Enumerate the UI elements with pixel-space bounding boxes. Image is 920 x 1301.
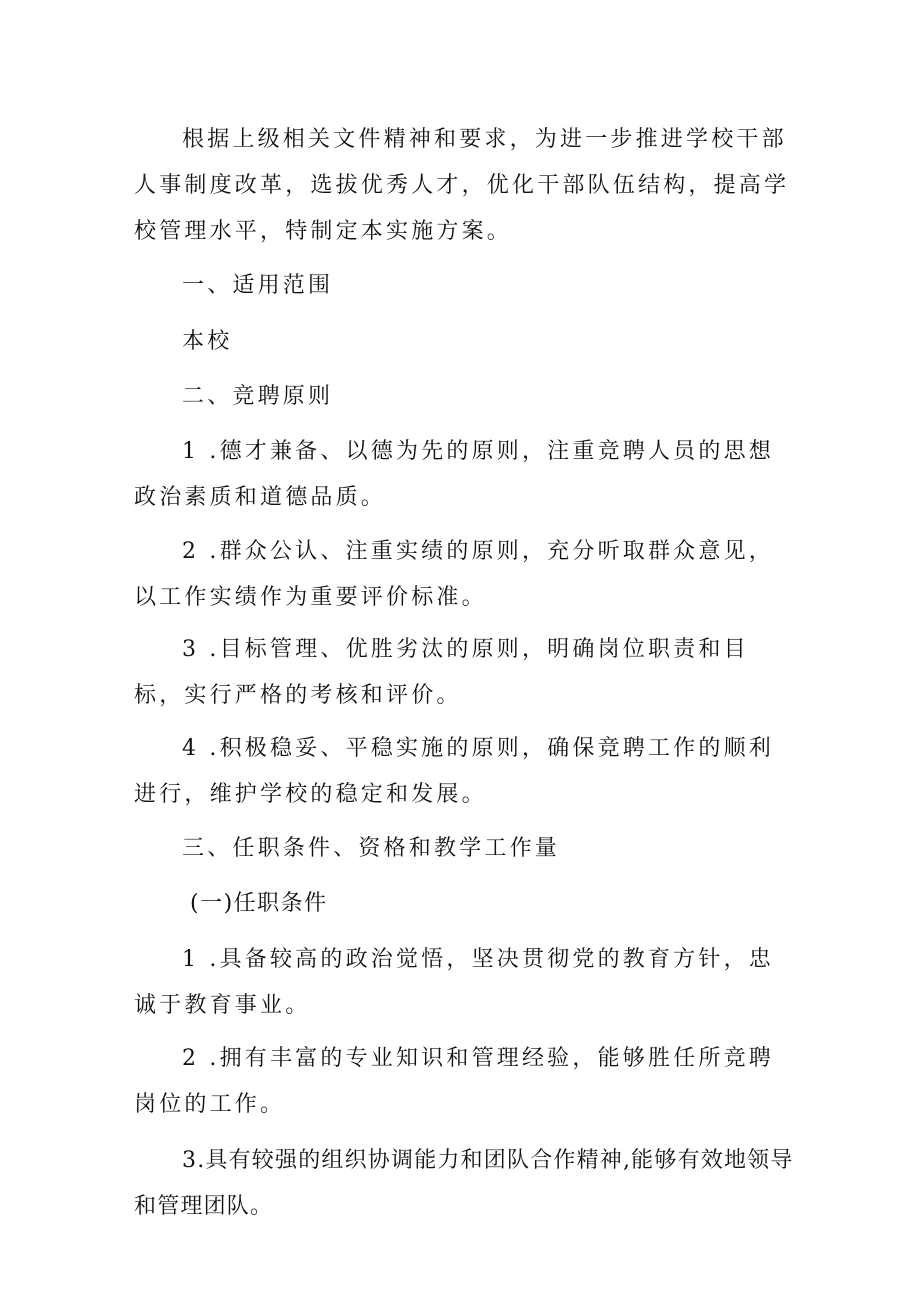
section-heading-principles: 二、竞聘原则: [182, 384, 334, 409]
principle-item-1: 1 .德才兼备、以德为先的原则，注重竞聘人员的思想政治素质和道德品质。: [134, 439, 774, 510]
principle-item-3: 3 .目标管理、优胜劣汰的原则，明确岗位职责和目标，实行严格的考核和评价。: [134, 637, 749, 708]
scope-text: 本校: [182, 329, 233, 354]
condition-item-2: 2 .拥有丰富的专业知识和管理经验，能够胜任所竞聘岗位的工作。: [134, 1046, 774, 1117]
intro-paragraph: 根据上级相关文件精神和要求，为进一步推进学校干部人事制度改革，选拔优秀人才，优化干部队伍结构，提高学校管理水平，特制定本实施方案。: [134, 127, 790, 244]
principle-item-4: 4 .积极稳妥、平稳实施的原则，确保竞聘工作的顺利进行，维护学校的稳定和发展。: [134, 736, 774, 807]
subsection-heading-conditions: (一)任职条件: [190, 891, 328, 916]
principle-item-2: 2 .群众公认、注重实绩的原则，充分听取群众意见，以工作实绩作为重要评价标准。: [134, 539, 774, 610]
section-heading-conditions: 三、任职条件、资格和教学工作量: [182, 836, 561, 861]
condition-item-3: 3.具有较强的组织协调能力和团队合作精神,能够有效地领导和管理团队。: [134, 1148, 794, 1219]
condition-item-1: 1 .具备较高的政治觉悟，坚决贯彻党的教育方针，忠诚于教育事业。: [134, 947, 774, 1018]
section-heading-scope: 一、适用范围: [182, 273, 334, 298]
